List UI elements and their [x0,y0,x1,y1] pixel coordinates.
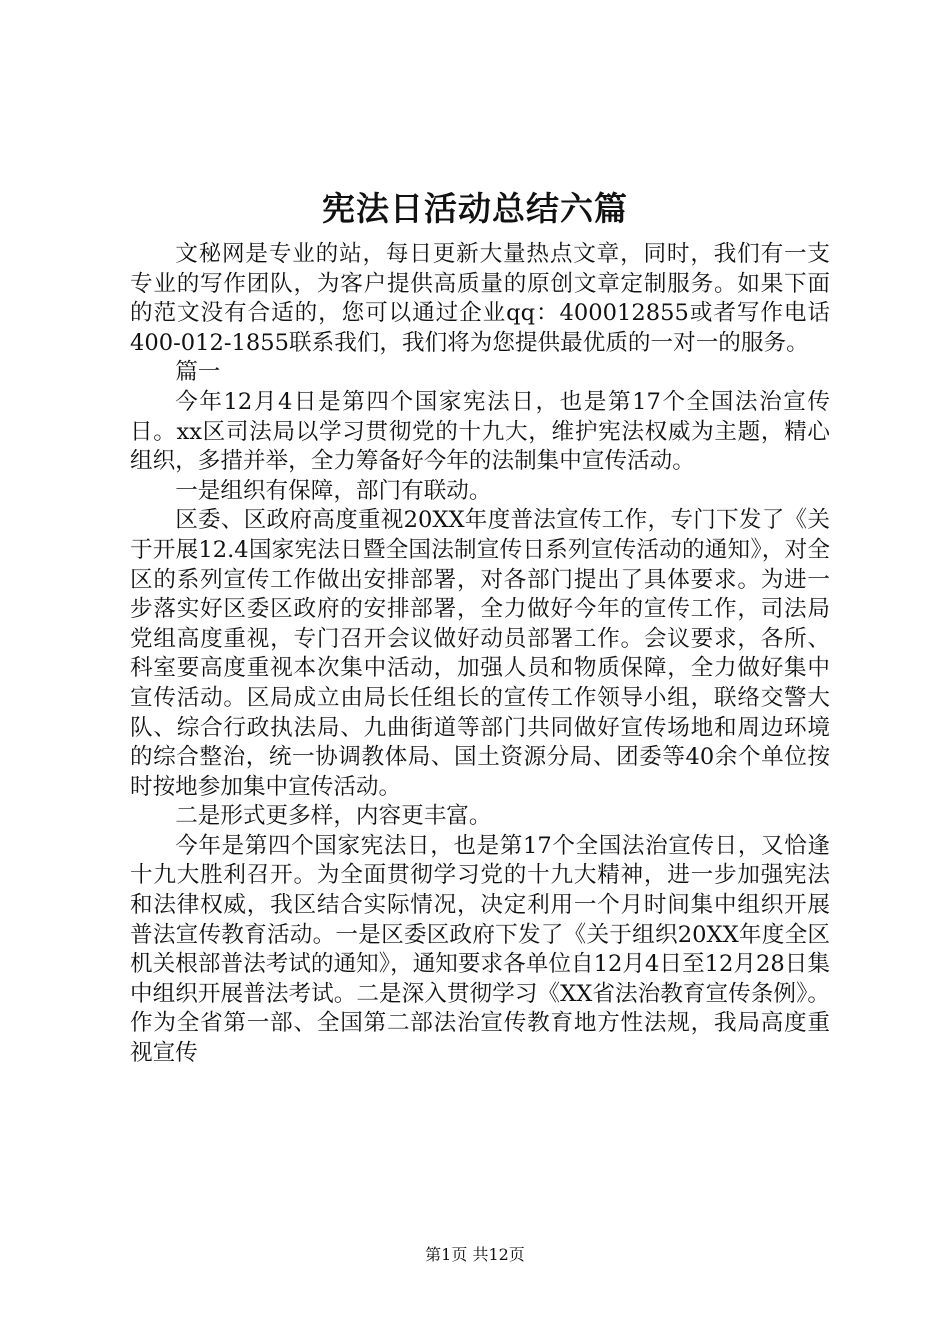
subheading-organization: 一是组织有保障，部门有联动。 [175,477,492,504]
body-paragraph: 今年12月4日是第四个国家宪法日，也是第17个全国法治宣传日。xx区司法局以学习贯彻党的十九大，维护宪法权威为主题，精心组织，多措并举，全力筹备好今年的法制集中宣传活动。 [130,388,830,475]
body-paragraph: 今年是第四个国家宪法日，也是第17个全国法治宣传日，又恰逢十九大胜利召开。为全面贯彻学习党的十九大精神，进一步加强宪法和法律权威，我区结合实际情况，决定利用一个月时间集中组织开展普法宣传教育活动。一是区委区政府下发了《关于组织20XX年度全区机关根部普法考试的通知》，通知要求各单位自12月4日至12月28日集中组织开展普法考试。二是深入贯彻学习《XX省法治教育宣传条例》。作为全省第一部、全国第二部法治宣传教育地方性法规，我局高度重视宣传 [130,832,830,1067]
intro-paragraph: 文秘网是专业的站，每日更新大量热点文章，同时，我们有一支专业的写作团队，为客户提供高质量的原创文章定制服务。如果下面的范文没有合适的，您可以通过企业qq：400012855或者写作电话400-012-1855联系我们，我们将为您提供最优质的一对一的服务。 [130,241,830,356]
document-body [130,240,830,1069]
document-title: 宪法日活动总结六篇 [322,189,628,228]
section-heading-part-one: 篇一 [175,359,221,386]
body-paragraph: 区委、区政府高度重视20XX年度普法宣传工作，专门下发了《关于开展12.4国家宪法日暨全国法制宣传日系列宣传活动的通知》，对全区的系列宣传工作做出安排部署，对各部门提出了具体要求。为进一步落实好区委区政府的安排部署，全力做好今年的宣传工作，司法局党组高度重视，专门召开会议做好动员部署工作。会议要求，各所、科室要高度重视本次集中活动，加强人员和物质保障，全力做好集中宣传活动。区局成立由局长任组长的宣传工作领导小组，联络交警大队、综合行政执法局、九曲街道等部门共同做好宣传场地和周边环境的综合整治，统一协调教体局、国土资源分局、团委等40余个单位按时按地参加集中宣传活动。 [130,507,830,800]
subheading-forms: 二是形式更多样，内容更丰富。 [175,803,492,830]
page-footer: 第1页 共12页 [425,1245,525,1264]
